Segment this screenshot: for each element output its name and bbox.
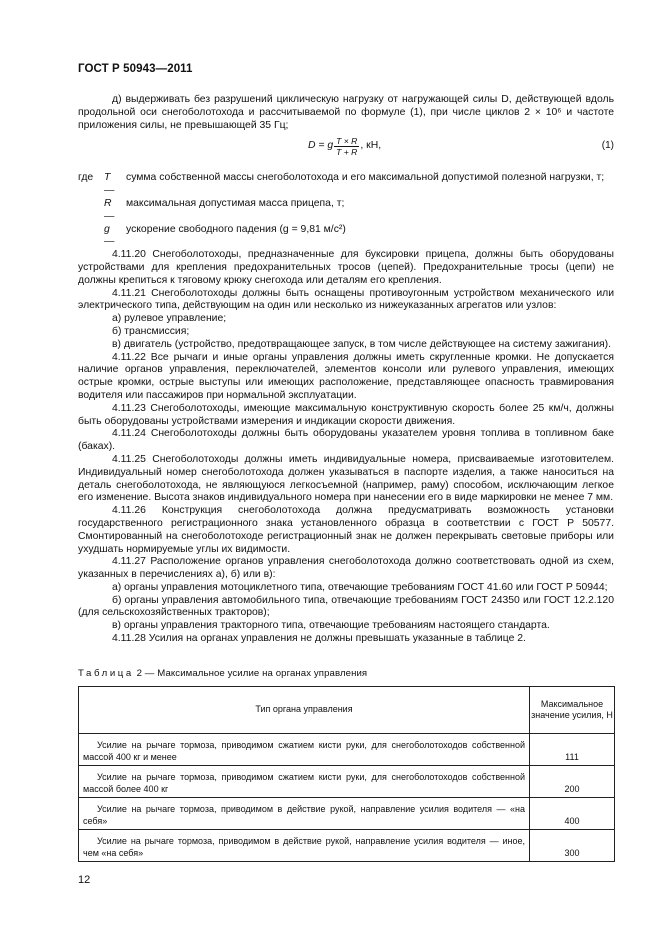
clause-4-11-28: 4.11.28 Усилия на органах управления не должны превышать указанные в таблице 2. — [112, 633, 526, 645]
clause-4-11-23: 4.11.23 Снегоболотоходы, имеющие максимальную конструктивную скорость более 25 км/ч, должны быть оборудованы устройствами измерения и индикации скорости движения. — [78, 402, 614, 427]
definition-text: сумма собственной массы снегоболотохода и его максимальной допустимой полезной нагрузки, т; — [126, 172, 605, 184]
table-cell-value: 111 — [530, 734, 615, 766]
clause-4-11-21-a: а) рулевое управление; — [112, 313, 227, 325]
definitions — [78, 172, 614, 249]
definition-text: ускорение свободного падения (g = 9,81 м/с²) — [126, 223, 346, 235]
definition-text: максимальная допустимая масса прицепа, т; — [126, 197, 345, 209]
table-cell-value: 200 — [530, 766, 615, 798]
clause-4-11-27: 4.11.27 Расположение органов управления снегоболотохода должно соответствовать одной из схем, указанных в перечислениях а), б) или в): — [78, 556, 614, 581]
definition-symbol: g — — [104, 223, 115, 248]
definition-symbol: R — — [104, 197, 115, 222]
item-d: д) выдерживать без разрушений циклическую нагрузку от нагружающей силы D, действующей вдоль продольной оси снегоболотохода и рассчитываемой по формуле (1), при числе циклов 2 × 10⁶ и частоте приложения силы, не превышающей 35 Гц; — [78, 94, 614, 131]
clause-4-11-27-b: б) органы управления автомобильного типа, отвечающие требованиям ГОСТ 24350 или ГОСТ 12.2.120 (для сельскохозяйственных тракторов); — [78, 594, 614, 619]
formula-lhs: D = g — [308, 140, 334, 152]
definition-lead — [78, 224, 104, 250]
document-body — [78, 94, 614, 646]
table-row — [79, 766, 615, 798]
clause-4-11-26: 4.11.26 Конструкция снегоболотохода должна предусматривать возможность установки государственного регистрационного знака установленного образца в соответствии с ГОСТ Р 50577. Смонтированный на снегоболотоходе регистрационный знак не должен перекрывать световые приборы или ухудшать нормируемые углы их видимости. — [78, 505, 614, 555]
clause-4-11-20: 4.11.20 Снегоболотоходы, предназначенные для буксировки прицепа, должны быть оборудованы устройствами для крепления предохранительных тросов (цепей). Предохранительные тросы (цепи) не должны крепиться к тяговому крюку снегохода или деталям его крепления. — [78, 249, 614, 286]
formula-1 — [78, 134, 614, 170]
definition-lead — [78, 198, 104, 224]
formula-expression — [308, 136, 381, 157]
formula-numerator: T × R — [336, 136, 358, 147]
definition-symbol: T — — [104, 172, 115, 197]
table-cell-text: Усилие на рычаге тормоза, приводимом в действие рукой, направление усилия водителя — иное, чем «на себя» — [79, 830, 530, 862]
formula-fraction — [334, 136, 359, 157]
clause-4-11-21-b: б) трансмиссия; — [112, 325, 190, 337]
page-number: 12 — [78, 874, 91, 886]
clause-4-11-21-c: в) двигатель (устройство, предотвращающее запуск, в том числе действующее на систему зажигания). — [112, 338, 612, 350]
col-header-control-type: Тип органа управления — [79, 687, 530, 734]
definition-lead: где — [78, 172, 94, 184]
definition-item — [78, 172, 614, 198]
clause-4-11-24: 4.11.24 Снегоболотоходы должны быть оборудованы указателем уровня топлива в топливном баке (баках). — [78, 428, 614, 453]
table-caption-label: Таблица — [78, 668, 134, 679]
clause-4-11-21: 4.11.21 Снегоболотоходы должны быть оснащены противоугонным устройством механического или электрического типа, действующим на один или несколько из нижеуказанных агрегатов или узлов: — [78, 287, 614, 312]
standard-header: ГОСТ Р 50943—2011 — [78, 63, 193, 75]
table-caption-text: 2 — Максимальное усилие на органах управления — [136, 668, 368, 679]
col-header-max-force: Максимальное значение усилия, Н — [530, 687, 615, 734]
table-row — [79, 798, 615, 830]
table-row — [79, 830, 615, 862]
clause-4-11-25: 4.11.25 Снегоболотоходы должны иметь индивидуальные номера, присваиваемые изготовителем. Индивидуальный номер снегоболотохода должен указываться в паспорте изделия, а также наноситься на деталь снегоболотохода, не являющуюся легкосъемной (например, раму) способом, исключающим легкое его изменение. Высота знаков индивидуального номера при нанесении его в виде маркировки не менее 7 мм. — [78, 453, 614, 504]
definition-item — [78, 224, 614, 250]
table-cell-value: 400 — [530, 798, 615, 830]
clause-4-11-22: 4.11.22 Все рычаги и иные органы управления должны иметь скругленные кромки. Не допускается наличие органов управления, переключателей, элементов консоли или рулевого управления, имеющих острые кромки, острые выступы или имеющих расположение, представляющее опасность травмирования водителя или пассажиров при нормальной эксплуатации. — [78, 351, 614, 401]
definition-item — [78, 198, 614, 224]
table-cell-value: 300 — [530, 830, 615, 862]
table-cell-text: Усилие на рычаге тормоза, приводимом в действие рукой, направление усилия водителя — «на себя» — [79, 798, 530, 830]
table-header-row — [79, 687, 615, 734]
table-cell-text: Усилие на рычаге тормоза, приводимом сжатием кисти руки, для снегоболотоходов собственной массой 400 кг и менее — [79, 734, 530, 766]
clause-4-11-27-a: а) органы управления мотоциклетного типа, отвечающие требованиям ГОСТ 41.60 или ГОСТ Р 50944; — [112, 581, 608, 593]
table-row — [79, 734, 615, 766]
force-table — [78, 686, 615, 862]
table-cell-text: Усилие на рычаге тормоза, приводимом сжатием кисти руки, для снегоболотоходов собственной массой более 400 кг — [79, 766, 530, 798]
formula-unit: , кН, — [360, 140, 382, 152]
formula-denominator: T + R — [336, 147, 358, 158]
formula-number: (1) — [601, 140, 614, 152]
table-caption — [78, 668, 367, 679]
clause-4-11-27-c: в) органы управления тракторного типа, отвечающие требованиям настоящего стандарта. — [112, 620, 550, 632]
